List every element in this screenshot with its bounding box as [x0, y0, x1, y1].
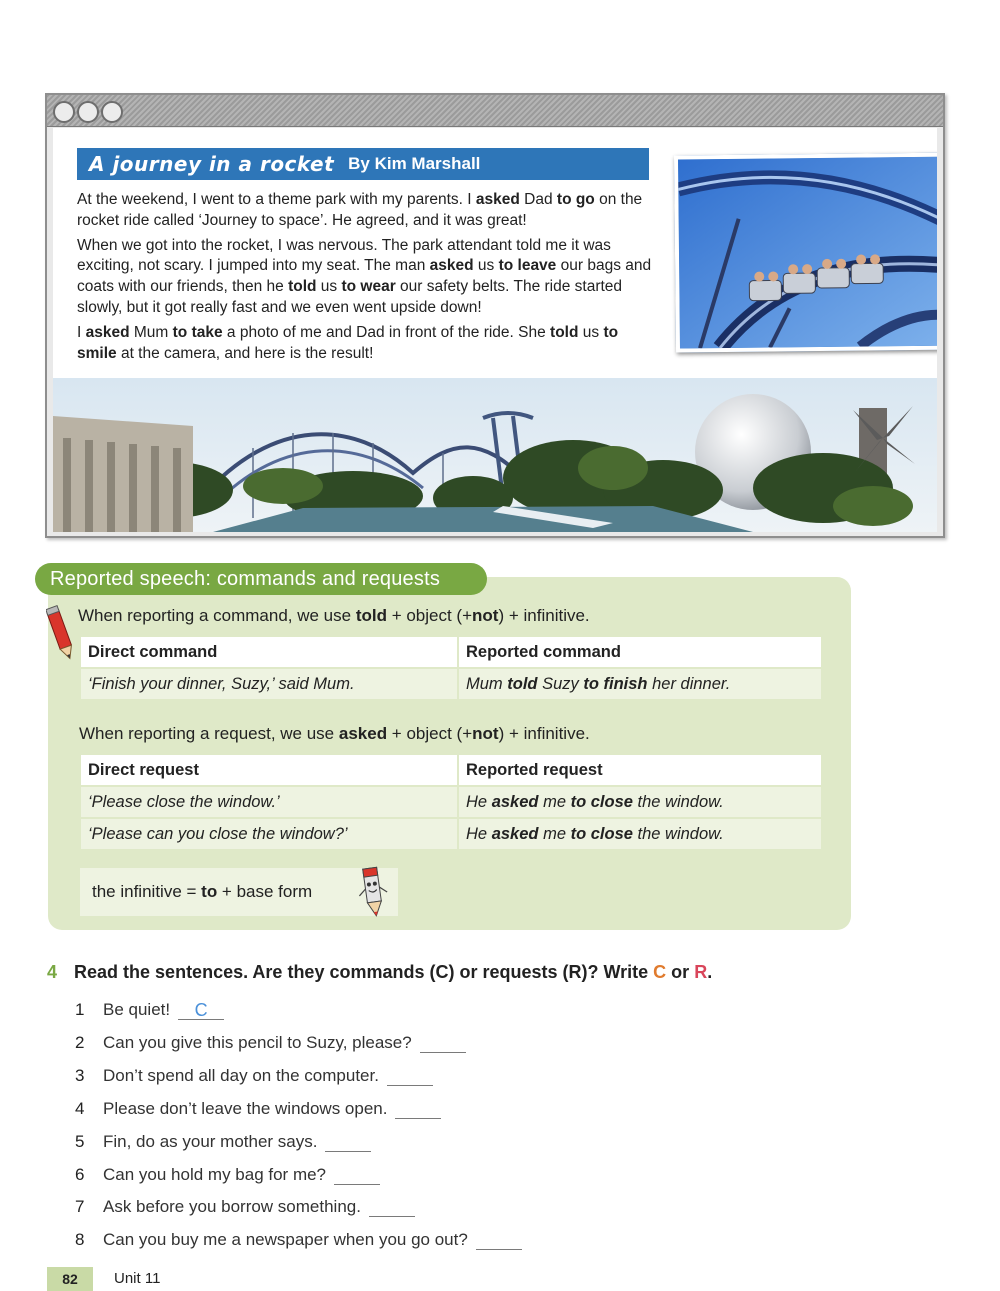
text-run: to	[201, 882, 218, 901]
text-run: C	[653, 962, 667, 982]
exercise-item	[75, 1099, 441, 1119]
window-circle-3-icon[interactable]	[101, 101, 123, 123]
text-run: us	[473, 257, 499, 275]
grammar-heading: Reported speech: commands and requests	[35, 563, 487, 595]
answer-field[interactable]	[369, 1199, 415, 1217]
blog-title: A journey in a rocket	[89, 152, 335, 176]
exercise-item	[75, 1066, 433, 1086]
text-run: ‘Please can you close the window?’	[88, 824, 348, 843]
text-run: not	[472, 724, 499, 743]
blog-paragraph	[77, 190, 657, 232]
blog-window	[45, 93, 945, 538]
item-number: 6	[75, 1165, 85, 1184]
text-run: He	[466, 792, 492, 811]
exercise-item	[75, 1165, 380, 1185]
answer-field[interactable]	[325, 1134, 371, 1152]
text-run: to finish	[583, 674, 648, 693]
command-table	[79, 635, 823, 701]
text-run: me	[538, 824, 571, 843]
unit-label: Unit 11	[114, 1270, 161, 1287]
text-run: told	[288, 278, 317, 296]
text-run: When reporting a command, we use	[78, 606, 356, 625]
exercise-item	[75, 1033, 466, 1053]
roller-coaster-photo	[674, 153, 937, 353]
text-run: to go	[556, 191, 595, 208]
item-sentence: Don’t spend all day on the computer.	[103, 1066, 379, 1085]
text-run: to take	[172, 323, 223, 341]
table-header-row	[80, 636, 822, 668]
item-number: 8	[75, 1230, 85, 1249]
infinitive-note-text	[92, 882, 312, 902]
text-run: + object (+	[387, 724, 473, 743]
page-number: 82	[47, 1267, 93, 1291]
answer-field[interactable]	[476, 1232, 522, 1250]
text-run: us	[578, 323, 604, 341]
exercise-item	[75, 1000, 224, 1020]
text-run: Suzy	[537, 674, 584, 693]
blog-paragraph	[77, 323, 657, 365]
text-run: asked	[85, 323, 130, 341]
exercise-item	[75, 1132, 371, 1152]
text-run: not	[472, 606, 499, 625]
text-run: ‘Finish your dinner, Suzy,’ said Mum.	[88, 674, 355, 693]
text-run: to close	[570, 792, 633, 811]
item-sentence: Be quiet!	[103, 1000, 171, 1019]
pencil-mascot-icon	[356, 864, 390, 920]
text-run: to smile	[77, 323, 619, 362]
infinitive-note	[80, 868, 398, 916]
text-run: ) + infinitive.	[498, 724, 590, 743]
answer-field[interactable]	[395, 1101, 441, 1119]
column-header: Reported command	[458, 636, 822, 668]
item-sentence: Can you give this pencil to Suzy, please?	[103, 1033, 412, 1052]
text-run: at the camera, and here is the result!	[116, 344, 374, 362]
text-run: At the weekend, I went to a theme park with my parents. I	[77, 191, 476, 208]
text-run: I	[77, 323, 86, 341]
text-run: When we got into the rocket, I was nervous. The park attendant told me it was exciting, not scary. I jumped into my seat. The man	[77, 236, 611, 275]
window-title-bar	[47, 95, 943, 127]
text-run: He	[466, 824, 492, 843]
theme-park-photo	[53, 378, 937, 532]
text-run: to wear	[341, 278, 396, 296]
answer-field[interactable]: C	[178, 1002, 224, 1020]
text-run: me	[538, 792, 571, 811]
item-number: 2	[75, 1033, 85, 1052]
command-rule	[78, 606, 590, 626]
text-run: + base form	[217, 882, 313, 901]
request-table	[79, 753, 823, 851]
blog-byline: By Kim Marshall	[348, 154, 481, 173]
text-run: asked	[429, 257, 474, 275]
text-run: Dad	[519, 191, 557, 208]
text-run: on the rocket ride called ‘Journey to space’. He agreed, and it was great!	[77, 191, 643, 229]
request-rule	[79, 724, 590, 744]
item-sentence: Can you buy me a newspaper when you go out?	[103, 1230, 468, 1249]
text-run: Read the sentences. Are they commands (C) or requests (R)? Write	[74, 962, 654, 982]
text-run: our safety belts. The ride started slowly, but it got really fast and we even went upside down!	[77, 278, 623, 316]
text-run: to close	[570, 824, 633, 843]
table-cell	[80, 818, 458, 850]
item-sentence: Fin, do as your mother says.	[103, 1132, 318, 1151]
item-sentence: Can you hold my bag for me?	[103, 1165, 327, 1184]
answer-field[interactable]	[387, 1068, 433, 1086]
column-header: Reported request	[458, 754, 822, 786]
blog-title-bar	[77, 148, 649, 180]
text-run: the window.	[632, 792, 724, 811]
table-row	[80, 668, 822, 700]
text-run: a photo of me and Dad in front of the ride. She	[222, 323, 551, 341]
text-run: our bags and coats with our friends, then he	[77, 257, 652, 296]
item-number: 1	[75, 1000, 85, 1019]
text-run: .	[707, 962, 713, 982]
text-run: Mum	[466, 674, 508, 693]
column-header: Direct command	[80, 636, 458, 668]
item-sentence: Please don’t leave the windows open.	[103, 1099, 388, 1118]
table-cell	[458, 668, 822, 700]
text-run: told	[550, 323, 579, 341]
item-number: 5	[75, 1132, 85, 1151]
text-run: us	[316, 278, 342, 296]
pencil-icon	[46, 604, 76, 664]
text-run: the infinitive =	[92, 882, 202, 901]
table-row	[80, 818, 822, 850]
table-header-row	[80, 754, 822, 786]
item-number: 3	[75, 1066, 85, 1085]
text-run: ‘Please close the window.’	[88, 792, 280, 811]
exercise-item	[75, 1230, 522, 1250]
text-run: or	[666, 962, 695, 982]
answer-field[interactable]	[420, 1035, 466, 1053]
text-run: the window.	[632, 824, 724, 843]
text-run: asked	[475, 191, 520, 208]
exercise-instruction	[74, 962, 712, 982]
text-run: asked	[338, 724, 388, 743]
text-run: + object (+	[386, 606, 473, 625]
table-row	[80, 786, 822, 818]
table-cell	[458, 786, 822, 818]
text-run: asked	[491, 824, 539, 843]
blog-paragraph	[77, 236, 657, 319]
window-circle-1-icon[interactable]	[53, 101, 75, 123]
table-cell	[80, 786, 458, 818]
text-run: asked	[491, 792, 539, 811]
text-run: ) + infinitive.	[498, 606, 590, 625]
text-run: When reporting a request, we use	[79, 724, 339, 743]
text-run: R	[694, 962, 708, 982]
text-run: her dinner.	[647, 674, 731, 693]
exercise-heading	[47, 962, 712, 983]
column-header: Direct request	[80, 754, 458, 786]
table-cell	[458, 818, 822, 850]
text-run: Mum	[129, 323, 173, 341]
exercise-item	[75, 1197, 415, 1217]
window-circle-2-icon[interactable]	[77, 101, 99, 123]
text-run: told	[355, 606, 387, 625]
blog-content	[53, 128, 937, 532]
table-cell	[80, 668, 458, 700]
item-sentence: Ask before you borrow something.	[103, 1197, 361, 1216]
item-number: 4	[75, 1099, 85, 1118]
exercise-number: 4	[47, 962, 58, 982]
text-run: to leave	[498, 257, 557, 275]
blog-body	[77, 190, 657, 368]
text-run: told	[507, 674, 538, 693]
answer-field[interactable]	[334, 1167, 380, 1185]
item-number: 7	[75, 1197, 85, 1216]
